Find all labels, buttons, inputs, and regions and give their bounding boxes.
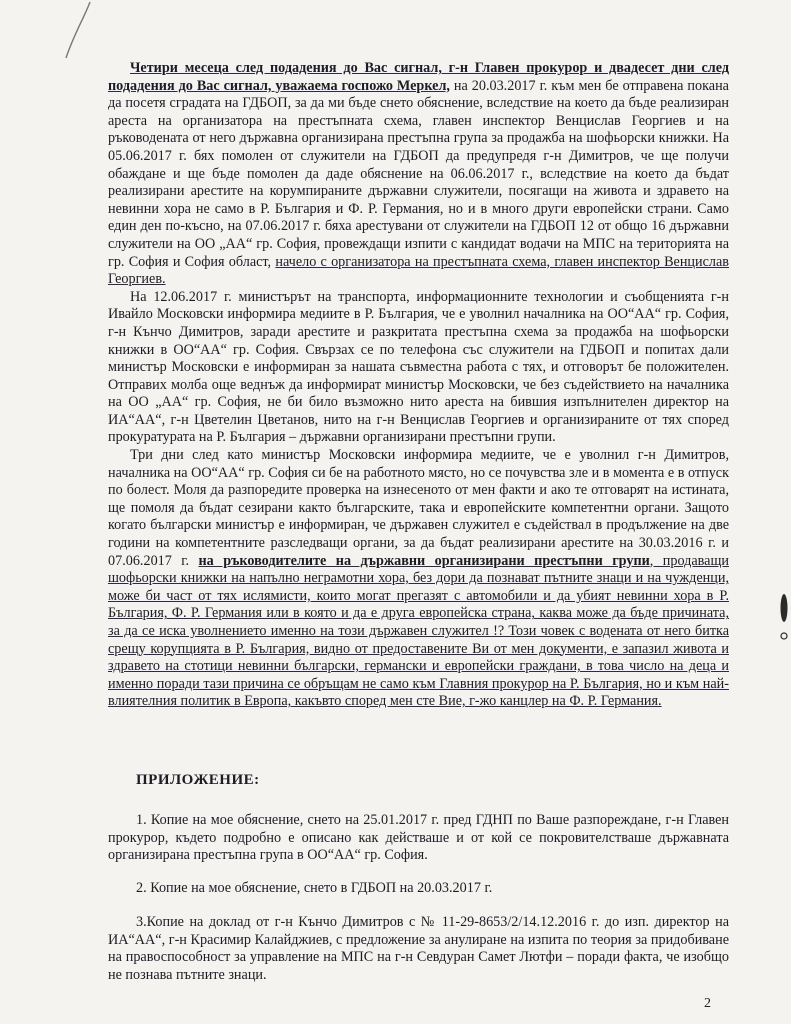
attachment-2-text: 2. Копие на мое обяснение, снето в ГДБОП на 20.03.2017 г. <box>136 880 493 896</box>
attachments-heading: ПРИЛОЖЕНИЕ: <box>136 772 260 788</box>
paragraph-1-underlined: начело с организатора на престъпната схема, главен инспектор Венцислав Георгиев. <box>108 253 729 288</box>
paragraph-3-bold: на ръководителите на държавни организирани престъпни групи <box>198 552 650 569</box>
paragraph-3-text-b: , продаващи шофьорски книжки на напълно неграмотни хора, без дори да познават пътните знаци и на чужденци, може би част от тях ислямисти, които могат прегазят с автомобили и да убият невинни хора в Р. България, Ф. Р. Германия или в която и да е друга европейска страна, каква може да бъде причината, за да се иска уволнението именно на този държавен служител !? Този човек с водената от него битка срещу корупцията в Р. България, видно от предоставените Ви от мен документи, е запазил живота и здравето на стотици невинни български, германски и европейски граждани, в това число на деца и именно поради тази причина се обръщам не само към Главния прокурор на Р. България, но и към най-влиятелния политик в Европа, какъвто според мен сте Вие, г-жо канцлер на Ф. Р. Германия. <box>108 552 729 710</box>
paragraph-3 <box>108 447 729 711</box>
page-number: 2 <box>704 996 711 1011</box>
attachment-3-text: 3.Копие на доклад от г-н Кънчо Димитров с № 11-29-8653/2/14.12.2016 г. до изп. директор на ИА“АА“, г-н Красимир Калайджиев, с предложение за анулиране на изпита по теория за придобиване на правоспособност за управление на МПС на г-н Севдуран Самет Лютфи – поради факта, че изобщо не познава пътните знаци. <box>108 914 729 983</box>
paragraph-2: На 12.06.2017 г. министърът на транспорта, информационните технологии и съобщенията г-н Ивайло Московски информира медиите в Р. България, че е уволнил началника на ОО“АА“ гр. София, г-н Кънчо Димитров, заради арестите и разкритата престъпна схема за продажба на шофьорски книжки в ОО“АА“ гр. София. Свързах се по телефона със служители на ГДБОП и попитах дали министър Московски е информиран за нашата съвместна работа с тях, и отговорът бе положителен. Отправих молба още веднъж да информират министър Московски, че без съдействието на началника на ОО „АА“ гр. София, не би било възможно нито ареста на бившия изпълнителен директор на ИА“АА“, г-н Цветелин Цветанов, нито на г-н Венцислав Георгиев и организираните от тях според прокуратурата на Р. България – държавни организирани престъпни групи. <box>108 288 729 446</box>
binder-hole-mark <box>780 590 788 642</box>
attachment-1 <box>108 812 729 865</box>
paragraph-3-text-a: Три дни след като министър Московски информира медиите, че е уволнил г-н Димитров, началника на ОО“АА“ гр. София си бе на работното място, но се почувства зле и в момента е в отпуск по болест. Моля да разпоредите проверка на изнесеното от мен факти и ако те отговарят на истината, ще помоля да бъдат сезирани както българските, така и европейските компетентни органи. Защото когато български министър е информиран, че държавен служител е съдействал в продължение на две години на компетентните разследващи органи, за да бъдат реализирани арестите на 30.03.2016 г. и 07.06.2017 г. <box>108 447 729 569</box>
paragraph-1-bold: Четири месеца след подадения до Вас сигнал, г-н Главен прокурор и двадесет дни след подадения до Вас сигнал, уважаема госпожо Меркел, <box>108 60 729 94</box>
paragraph-1-text: на 20.03.2017 г. към мен бе отправена покана да посетя сградата на ГДБОП, за да ми бъде снето обяснение, вследствие на което да бъде реализиран ареста на организатора на престъпната схема, главен инспектор Венцислав Георгиев и на ръководената от него държавна организирана престъпна група за продажба на шофьорски книжки. На 05.06.2017 г. бях помолен от служители на ГДБОП да предупредя г-н Димитров, че ще получи обаждане и ще бъде помолен да даде обяснение на 06.06.2017 г., вследствие на което да бъдат реализирани арестите на корумпираните държавни служители, посягащи на живота и здравето на невинни хора не само в Р. България и Ф. Р. Германия, но и в много други европейски страни. Само един ден по-късно, на 07.06.2017 г. бяха арестувани от служители на ГДБОП 12 от общо 16 държавни служители на ОО „АА“ гр. София, провеждащи изпити с кандидат водачи на МПС на територията на гр. София и София област, <box>108 77 729 270</box>
paragraph-1 <box>108 60 729 289</box>
attachment-3 <box>108 914 729 984</box>
attachment-1-text: 1. Копие на мое обяснение, снето на 25.01.2017 г. пред ГДНП по Ваше разпореждане, г-н Главен прокурор, където подробно е описано как действаше и от кой се покровителстваше държавната организирана престъпна група в ОО“АА“ гр. София. <box>108 812 729 864</box>
attachment-2 <box>108 880 729 898</box>
scan-artifact-line <box>60 0 100 60</box>
letter-body <box>108 60 729 711</box>
